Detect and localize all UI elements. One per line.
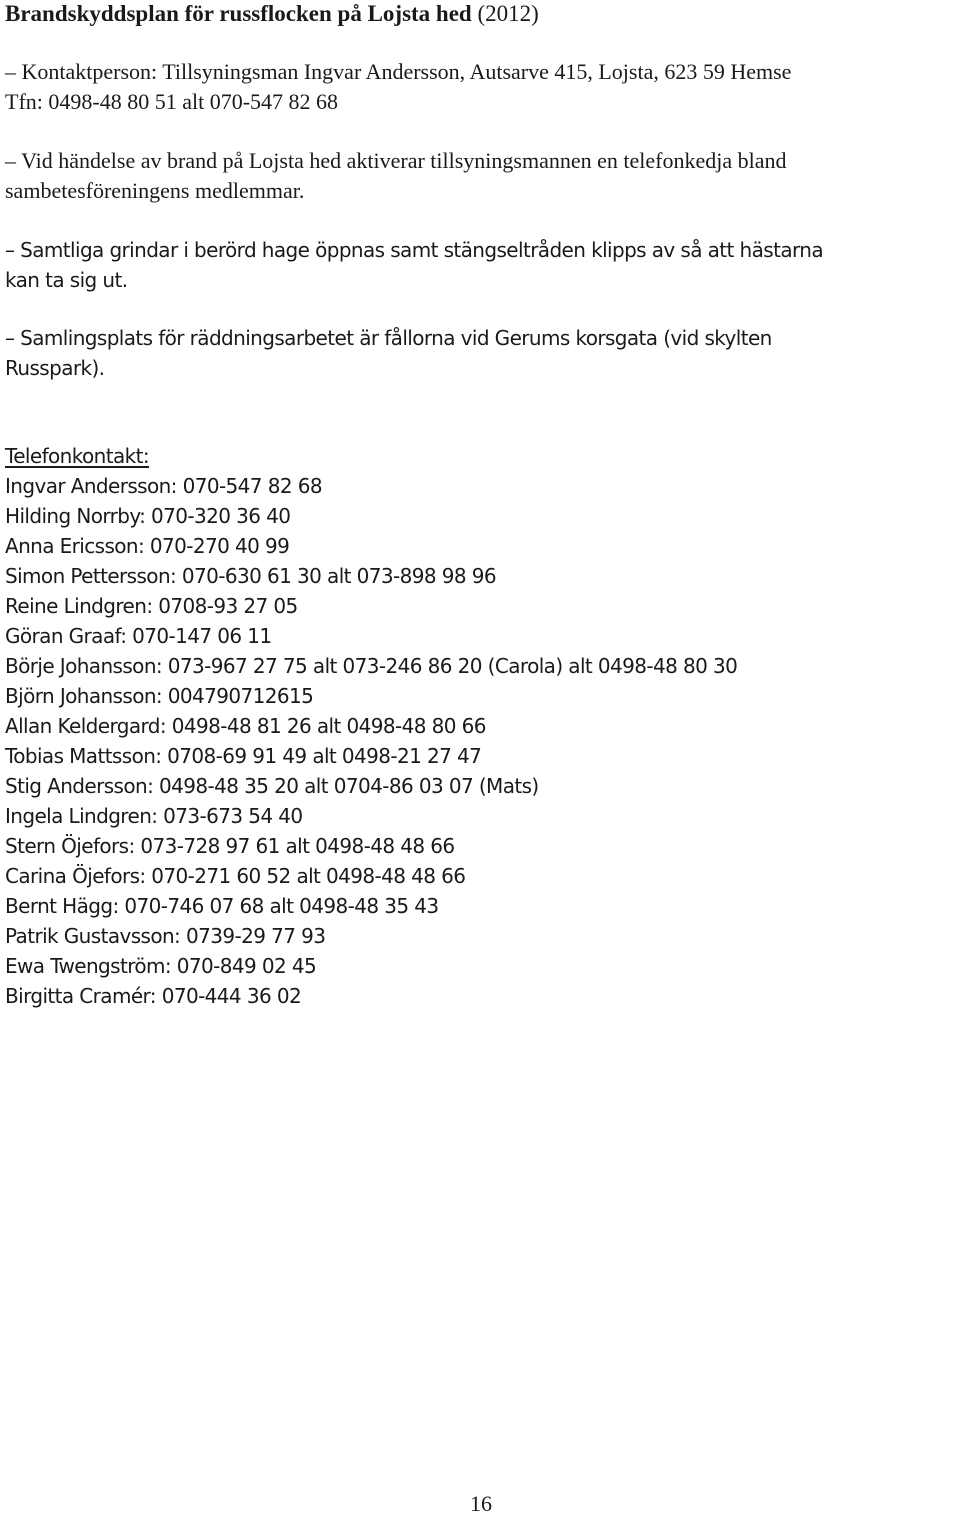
gates-line: – Samtliga grindar i berörd hage öppnas samt stängseltråden klipps av så att hästarna bbox=[5, 238, 823, 262]
contact-entry: Stig Andersson: 0498-48 35 20 alt 0704-86 03 07 (Mats) bbox=[5, 774, 539, 798]
contact-entry: Tobias Mattsson: 0708-69 91 49 alt 0498-21 27 47 bbox=[5, 744, 482, 768]
contact-entry: Ewa Twengström: 070-849 02 45 bbox=[5, 954, 317, 978]
contact-person-section bbox=[5, 57, 791, 117]
gates-line: kan ta sig ut. bbox=[5, 268, 128, 292]
title-text: Brandskyddsplan för russflocken på Lojsta hed bbox=[5, 1, 472, 26]
fire-procedure-line: – Vid händelse av brand på Lojsta hed aktiverar tillsyningsmannen en telefonkedja bland bbox=[5, 148, 787, 173]
contact-entry: Carina Öjefors: 070-271 60 52 alt 0498-48 48 66 bbox=[5, 864, 466, 888]
title-year: (2012) bbox=[477, 1, 539, 26]
contact-entry: Hilding Norrby: 070-320 36 40 bbox=[5, 504, 291, 528]
contact-entry: Bernt Hägg: 070-746 07 68 alt 0498-48 35 43 bbox=[5, 894, 439, 918]
fire-procedure-section bbox=[5, 146, 786, 206]
phone-contacts-heading: Telefonkontakt: bbox=[5, 444, 149, 468]
page-number: 16 bbox=[470, 1491, 492, 1516]
phone-contacts-section bbox=[5, 441, 737, 1011]
document-title bbox=[5, 0, 539, 28]
contact-entry: Börje Johansson: 073-967 27 75 alt 073-246 86 20 (Carola) alt 0498-48 80 30 bbox=[5, 654, 738, 678]
gates-section bbox=[5, 235, 823, 295]
contact-entry: Ingela Lindgren: 073-673 54 40 bbox=[5, 804, 303, 828]
contact-entry: Göran Graaf: 070-147 06 11 bbox=[5, 624, 272, 648]
contact-person-line: – Kontaktperson: Tillsyningsman Ingvar Andersson, Autsarve 415, Lojsta, 623 59 Hemse bbox=[5, 59, 792, 84]
contact-entry: Anna Ericsson: 070-270 40 99 bbox=[5, 534, 290, 558]
contact-entry: Reine Lindgren: 0708-93 27 05 bbox=[5, 594, 298, 618]
assembly-point-line: – Samlingsplats för räddningsarbetet är fållorna vid Gerums korsgata (vid skylten bbox=[5, 326, 772, 350]
contact-entry: Birgitta Cramér: 070-444 36 02 bbox=[5, 984, 302, 1008]
assembly-point-section bbox=[5, 323, 772, 383]
contact-entry: Stern Öjefors: 073-728 97 61 alt 0498-48 48 66 bbox=[5, 834, 455, 858]
contact-entry: Ingvar Andersson: 070-547 82 68 bbox=[5, 474, 322, 498]
contact-entry: Patrik Gustavsson: 0739-29 77 93 bbox=[5, 924, 326, 948]
contact-entry: Allan Keldergard: 0498-48 81 26 alt 0498-48 80 66 bbox=[5, 714, 486, 738]
fire-procedure-line: sambetesföreningens medlemmar. bbox=[5, 178, 305, 203]
contact-entry: Simon Pettersson: 070-630 61 30 alt 073-898 98 96 bbox=[5, 564, 497, 588]
assembly-point-line: Russpark). bbox=[5, 356, 105, 380]
contact-entry: Björn Johansson: 004790712615 bbox=[5, 684, 314, 708]
contact-phone-line: Tfn: 0498-48 80 51 alt 070-547 82 68 bbox=[5, 89, 339, 114]
